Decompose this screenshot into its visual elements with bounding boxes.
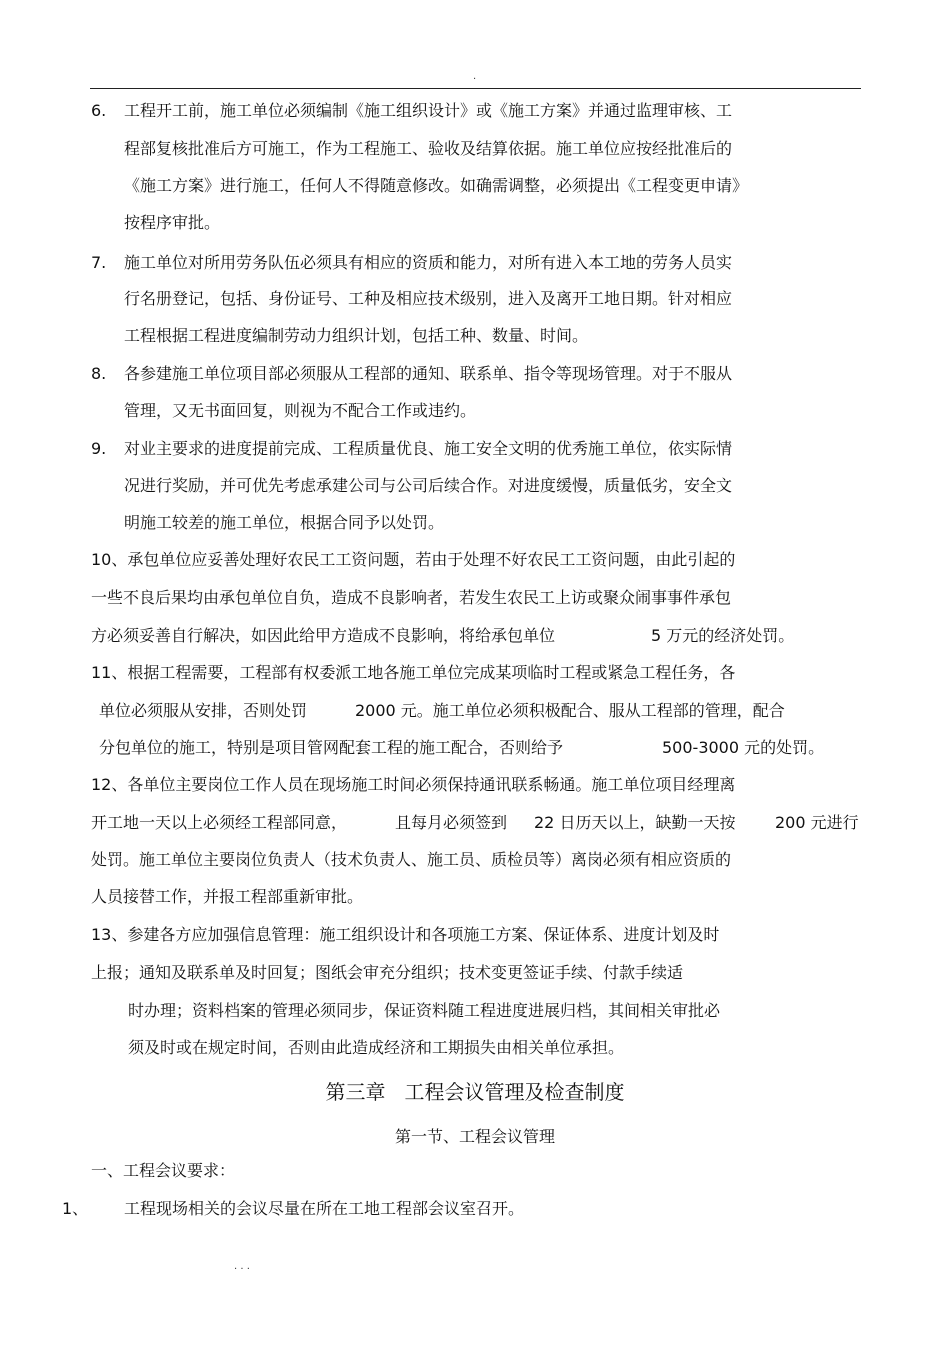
item-13-line-2: 上报；通知及联系单及时回复；图纸会审充分组织；技术变更签证手续、付款手续适 xyxy=(91,963,684,982)
item-12-line-1: 12、各单位主要岗位工作人员在现场施工时间必须保持通讯联系畅通。施工单位项目经理离 xyxy=(91,775,736,794)
item-10-line-1: 10、承包单位应妥善处理好农民工工资问题，若由于处理不好农民工工资问题，由此引起的 xyxy=(91,550,736,569)
subheading: 一、工程会议要求： xyxy=(91,1161,236,1180)
item-11-line-2b: 2000 元。施工单位必须积极配合、服从工程部的管理，配合 xyxy=(355,701,785,720)
item-9-number: 9. xyxy=(91,439,107,458)
item-12-line-2a: 开工地一天以上必须经工程部同意， xyxy=(91,813,348,832)
item-6-line-2: 程部复核批准后方可施工，作为工程施工、验收及结算依据。施工单位应按经批准后的 xyxy=(124,139,733,158)
item-6-line-3: 《施工方案》进行施工，任何人不得随意修改。如确需调整，必须提出《工程变更申请》 xyxy=(124,176,749,195)
item-12-line-2d: 200 元进行 xyxy=(775,813,859,832)
item-13-line-4: 须及时或在规定时间，否则由此造成经济和工期损失由相关单位承担。 xyxy=(128,1038,625,1057)
item-12-line-2c: 22 日历天以上，缺勤一天按 xyxy=(534,813,736,832)
item-6-line-1: 工程开工前，施工单位必须编制《施工组织设计》或《施工方案》并通过监理审核、工 xyxy=(124,101,733,120)
item-11-line-3b: 500-3000 元的处罚。 xyxy=(662,738,825,757)
item-8-number: 8. xyxy=(91,364,107,383)
item-7-line-2: 行名册登记，包括、身份证号、工种及相应技术级别，进入及离开工地日期。针对相应 xyxy=(124,289,733,308)
item-7-number: 7. xyxy=(91,253,107,272)
item-11-line-2a: 单位必须服从安排，否则处罚 xyxy=(99,701,308,720)
item-12-line-2b: 且每月必须签到 xyxy=(395,813,508,832)
item-11-line-1: 11、根据工程需要，工程部有权委派工地各施工单位完成某项临时工程或紧急工程任务，各 xyxy=(91,663,736,682)
item-13-line-3: 时办理；资料档案的管理必须同步，保证资料随工程进度进展归档，其间相关审批必 xyxy=(128,1001,721,1020)
chapter-title: 第三章 工程会议管理及检查制度 xyxy=(325,1080,625,1104)
item-7-line-1: 施工单位对所用劳务队伍必须具有相应的资质和能力，对所有进入本工地的劳务人员实 xyxy=(124,253,733,272)
header-rule xyxy=(90,88,861,89)
item-6-line-4: 按程序审批。 xyxy=(124,213,221,232)
item-1-number: 1、 xyxy=(62,1199,89,1218)
item-10-line-3b: 5 万元的经济处罚。 xyxy=(651,626,795,645)
item-10-line-3a: 方必须妥善自行解决，如因此给甲方造成不良影响，将给承包单位 xyxy=(91,626,556,645)
item-9-line-3: 明施工较差的施工单位，根据合同予以处罚。 xyxy=(124,513,445,532)
item-7-line-3: 工程根据工程进度编制劳动力组织计划，包括工种、数量、时间。 xyxy=(124,326,589,345)
item-10-line-2: 一些不良后果均由承包单位自负，造成不良影响者，若发生农民工上访或聚众闹事事件承包 xyxy=(91,588,732,607)
item-9-line-1: 对业主要求的进度提前完成、工程质量优良、施工安全文明的优秀施工单位，依实际情 xyxy=(124,439,733,458)
item-13-line-1: 13、参建各方应加强信息管理：施工组织设计和各项施工方案、保证体系、进度计划及时 xyxy=(91,925,720,944)
item-8-line-1: 各参建施工单位项目部必须服从工程部的通知、联系单、指令等现场管理。对于不服从 xyxy=(124,364,733,383)
item-8-line-2: 管理，又无书面回复，则视为不配合工作或违约。 xyxy=(124,401,477,420)
item-12-line-4: 人员接替工作，并报工程部重新审批。 xyxy=(91,887,364,906)
footer-mark: . . . xyxy=(234,1261,250,1272)
item-6-number: 6. xyxy=(91,101,107,120)
item-12-line-3: 处罚。施工单位主要岗位负责人（技术负责人、施工员、质检员等）离岗必须有相应资质的 xyxy=(91,850,732,869)
item-9-line-2: 况进行奖励，并可优先考虑承建公司与公司后续合作。对进度缓慢，质量低劣，安全文 xyxy=(124,476,733,495)
section-title: 第一节、工程会议管理 xyxy=(394,1127,555,1146)
item-1-text: 工程现场相关的会议尽量在所在工地工程部会议室召开。 xyxy=(124,1199,525,1218)
header-mark: . xyxy=(473,71,477,82)
item-11-line-3a: 分包单位的施工，特别是项目管网配套工程的施工配合，否则给予 xyxy=(99,738,564,757)
